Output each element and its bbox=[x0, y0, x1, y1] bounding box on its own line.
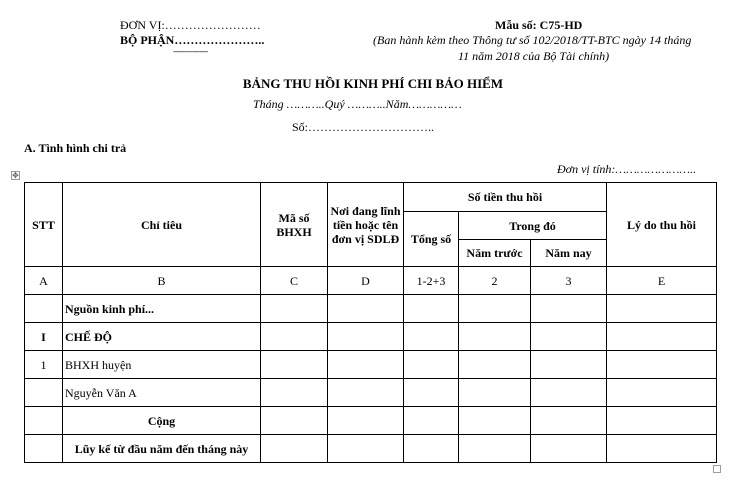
table-move-handle-icon[interactable]: ✥ bbox=[12, 171, 19, 180]
row-chi-tieu: Nguồn kinh phí... bbox=[63, 295, 261, 323]
row-stt: I bbox=[25, 323, 63, 351]
table-row bbox=[25, 435, 717, 463]
empty-cell[interactable] bbox=[328, 407, 404, 435]
empty-cell[interactable] bbox=[404, 295, 459, 323]
table-row bbox=[25, 379, 717, 407]
header-ma-so-line2: BHXH bbox=[276, 224, 312, 239]
header-stt: STT bbox=[25, 183, 63, 267]
header-nam-nay: Năm nay bbox=[531, 240, 607, 267]
code-row bbox=[25, 267, 717, 295]
empty-cell[interactable] bbox=[261, 295, 328, 323]
section-a-title: A. Tình hình chi trả bbox=[24, 141, 127, 155]
empty-cell[interactable] bbox=[459, 351, 531, 379]
empty-cell[interactable] bbox=[607, 407, 717, 435]
empty-cell[interactable] bbox=[531, 295, 607, 323]
row-chi-tieu: Lũy kế từ đầu năm đến tháng này bbox=[63, 435, 261, 463]
empty-cell[interactable] bbox=[404, 379, 459, 407]
header-trong-do: Trong đó bbox=[459, 212, 607, 240]
empty-cell[interactable] bbox=[328, 435, 404, 463]
empty-cell[interactable] bbox=[261, 323, 328, 351]
empty-cell[interactable] bbox=[459, 323, 531, 351]
empty-cell[interactable] bbox=[531, 379, 607, 407]
empty-cell[interactable] bbox=[404, 351, 459, 379]
empty-cell[interactable] bbox=[261, 407, 328, 435]
table-row bbox=[25, 295, 717, 323]
empty-cell[interactable] bbox=[607, 379, 717, 407]
don-vi-label: ĐƠN VỊ:…………………… bbox=[120, 18, 261, 32]
empty-cell[interactable] bbox=[459, 379, 531, 407]
unit-label: Đơn vị tính:………………….. bbox=[557, 162, 697, 176]
code-cell: A bbox=[25, 267, 63, 295]
header-chi-tieu: Chỉ tiêu bbox=[63, 183, 261, 267]
empty-cell[interactable] bbox=[531, 323, 607, 351]
row-chi-tieu: BHXH huyện bbox=[63, 351, 261, 379]
empty-cell[interactable] bbox=[607, 295, 717, 323]
issuance-note-line2: 11 năm 2018 của Bộ Tài chính) bbox=[458, 49, 610, 63]
row-stt bbox=[25, 379, 63, 407]
empty-cell[interactable] bbox=[459, 407, 531, 435]
document-title: BẢNG THU HỒI KINH PHÍ CHI BẢO HIỂM bbox=[242, 76, 504, 91]
issuance-note-line1: (Ban hành kèm theo Thông tư số 102/2018/TT-BTC ngày 14 tháng bbox=[373, 33, 692, 47]
row-stt bbox=[25, 295, 63, 323]
empty-cell[interactable] bbox=[404, 435, 459, 463]
empty-cell[interactable] bbox=[261, 351, 328, 379]
empty-cell[interactable] bbox=[404, 407, 459, 435]
empty-cell[interactable] bbox=[531, 435, 607, 463]
empty-cell[interactable] bbox=[531, 407, 607, 435]
row-stt: 1 bbox=[25, 351, 63, 379]
empty-cell[interactable] bbox=[531, 351, 607, 379]
code-cell: 1-2+3 bbox=[404, 267, 459, 295]
header-so-tien-thu-hoi: Số tiền thu hồi bbox=[404, 183, 607, 212]
empty-cell[interactable] bbox=[328, 295, 404, 323]
header-ly-do: Lý do thu hồi bbox=[607, 183, 717, 267]
period-line: Tháng ………..Quý ………..Năm…………… bbox=[253, 97, 462, 111]
empty-cell[interactable] bbox=[607, 351, 717, 379]
code-cell: E bbox=[607, 267, 717, 295]
table-row bbox=[25, 323, 717, 351]
header-tong-so: Tổng số bbox=[404, 212, 459, 267]
header-noi-dang-linh bbox=[328, 183, 404, 267]
table-row bbox=[25, 407, 717, 435]
empty-cell[interactable] bbox=[404, 323, 459, 351]
empty-cell[interactable] bbox=[328, 379, 404, 407]
empty-cell[interactable] bbox=[459, 295, 531, 323]
row-chi-tieu: Nguyễn Văn A bbox=[63, 379, 261, 407]
empty-cell[interactable] bbox=[459, 435, 531, 463]
row-chi-tieu: Cộng bbox=[63, 407, 261, 435]
header-noi-line2: tiền hoặc tên bbox=[332, 217, 399, 232]
header-nam-truoc: Năm trước bbox=[459, 240, 531, 267]
row-stt bbox=[25, 407, 63, 435]
row-stt bbox=[25, 435, 63, 463]
header-divider: ---------------- bbox=[173, 47, 208, 56]
empty-cell[interactable] bbox=[261, 379, 328, 407]
code-cell: 3 bbox=[531, 267, 607, 295]
table-row bbox=[25, 351, 717, 379]
bo-phan-label: BỘ PHẬN………………….. bbox=[120, 33, 265, 47]
form-number: Mẫu số: C75-HD bbox=[495, 18, 583, 32]
code-cell: D bbox=[328, 267, 404, 295]
empty-cell[interactable] bbox=[328, 351, 404, 379]
row-chi-tieu: CHẾ ĐỘ bbox=[63, 323, 261, 351]
document-number: Số:………………………….. bbox=[292, 120, 435, 134]
header-ma-so-bhxh bbox=[261, 183, 328, 267]
empty-cell[interactable] bbox=[607, 435, 717, 463]
header-noi-line3: đơn vị SDLĐ bbox=[331, 231, 400, 246]
empty-cell[interactable] bbox=[607, 323, 717, 351]
header-ma-so-line1: Mã số bbox=[278, 210, 310, 225]
header-noi-line1: Nơi đang lĩnh bbox=[330, 203, 401, 218]
code-cell: 2 bbox=[459, 267, 531, 295]
recovery-table bbox=[24, 182, 717, 463]
code-cell: B bbox=[63, 267, 261, 295]
table-resize-handle-icon[interactable] bbox=[713, 465, 721, 473]
empty-cell[interactable] bbox=[261, 435, 328, 463]
code-cell: C bbox=[261, 267, 328, 295]
empty-cell[interactable] bbox=[328, 323, 404, 351]
